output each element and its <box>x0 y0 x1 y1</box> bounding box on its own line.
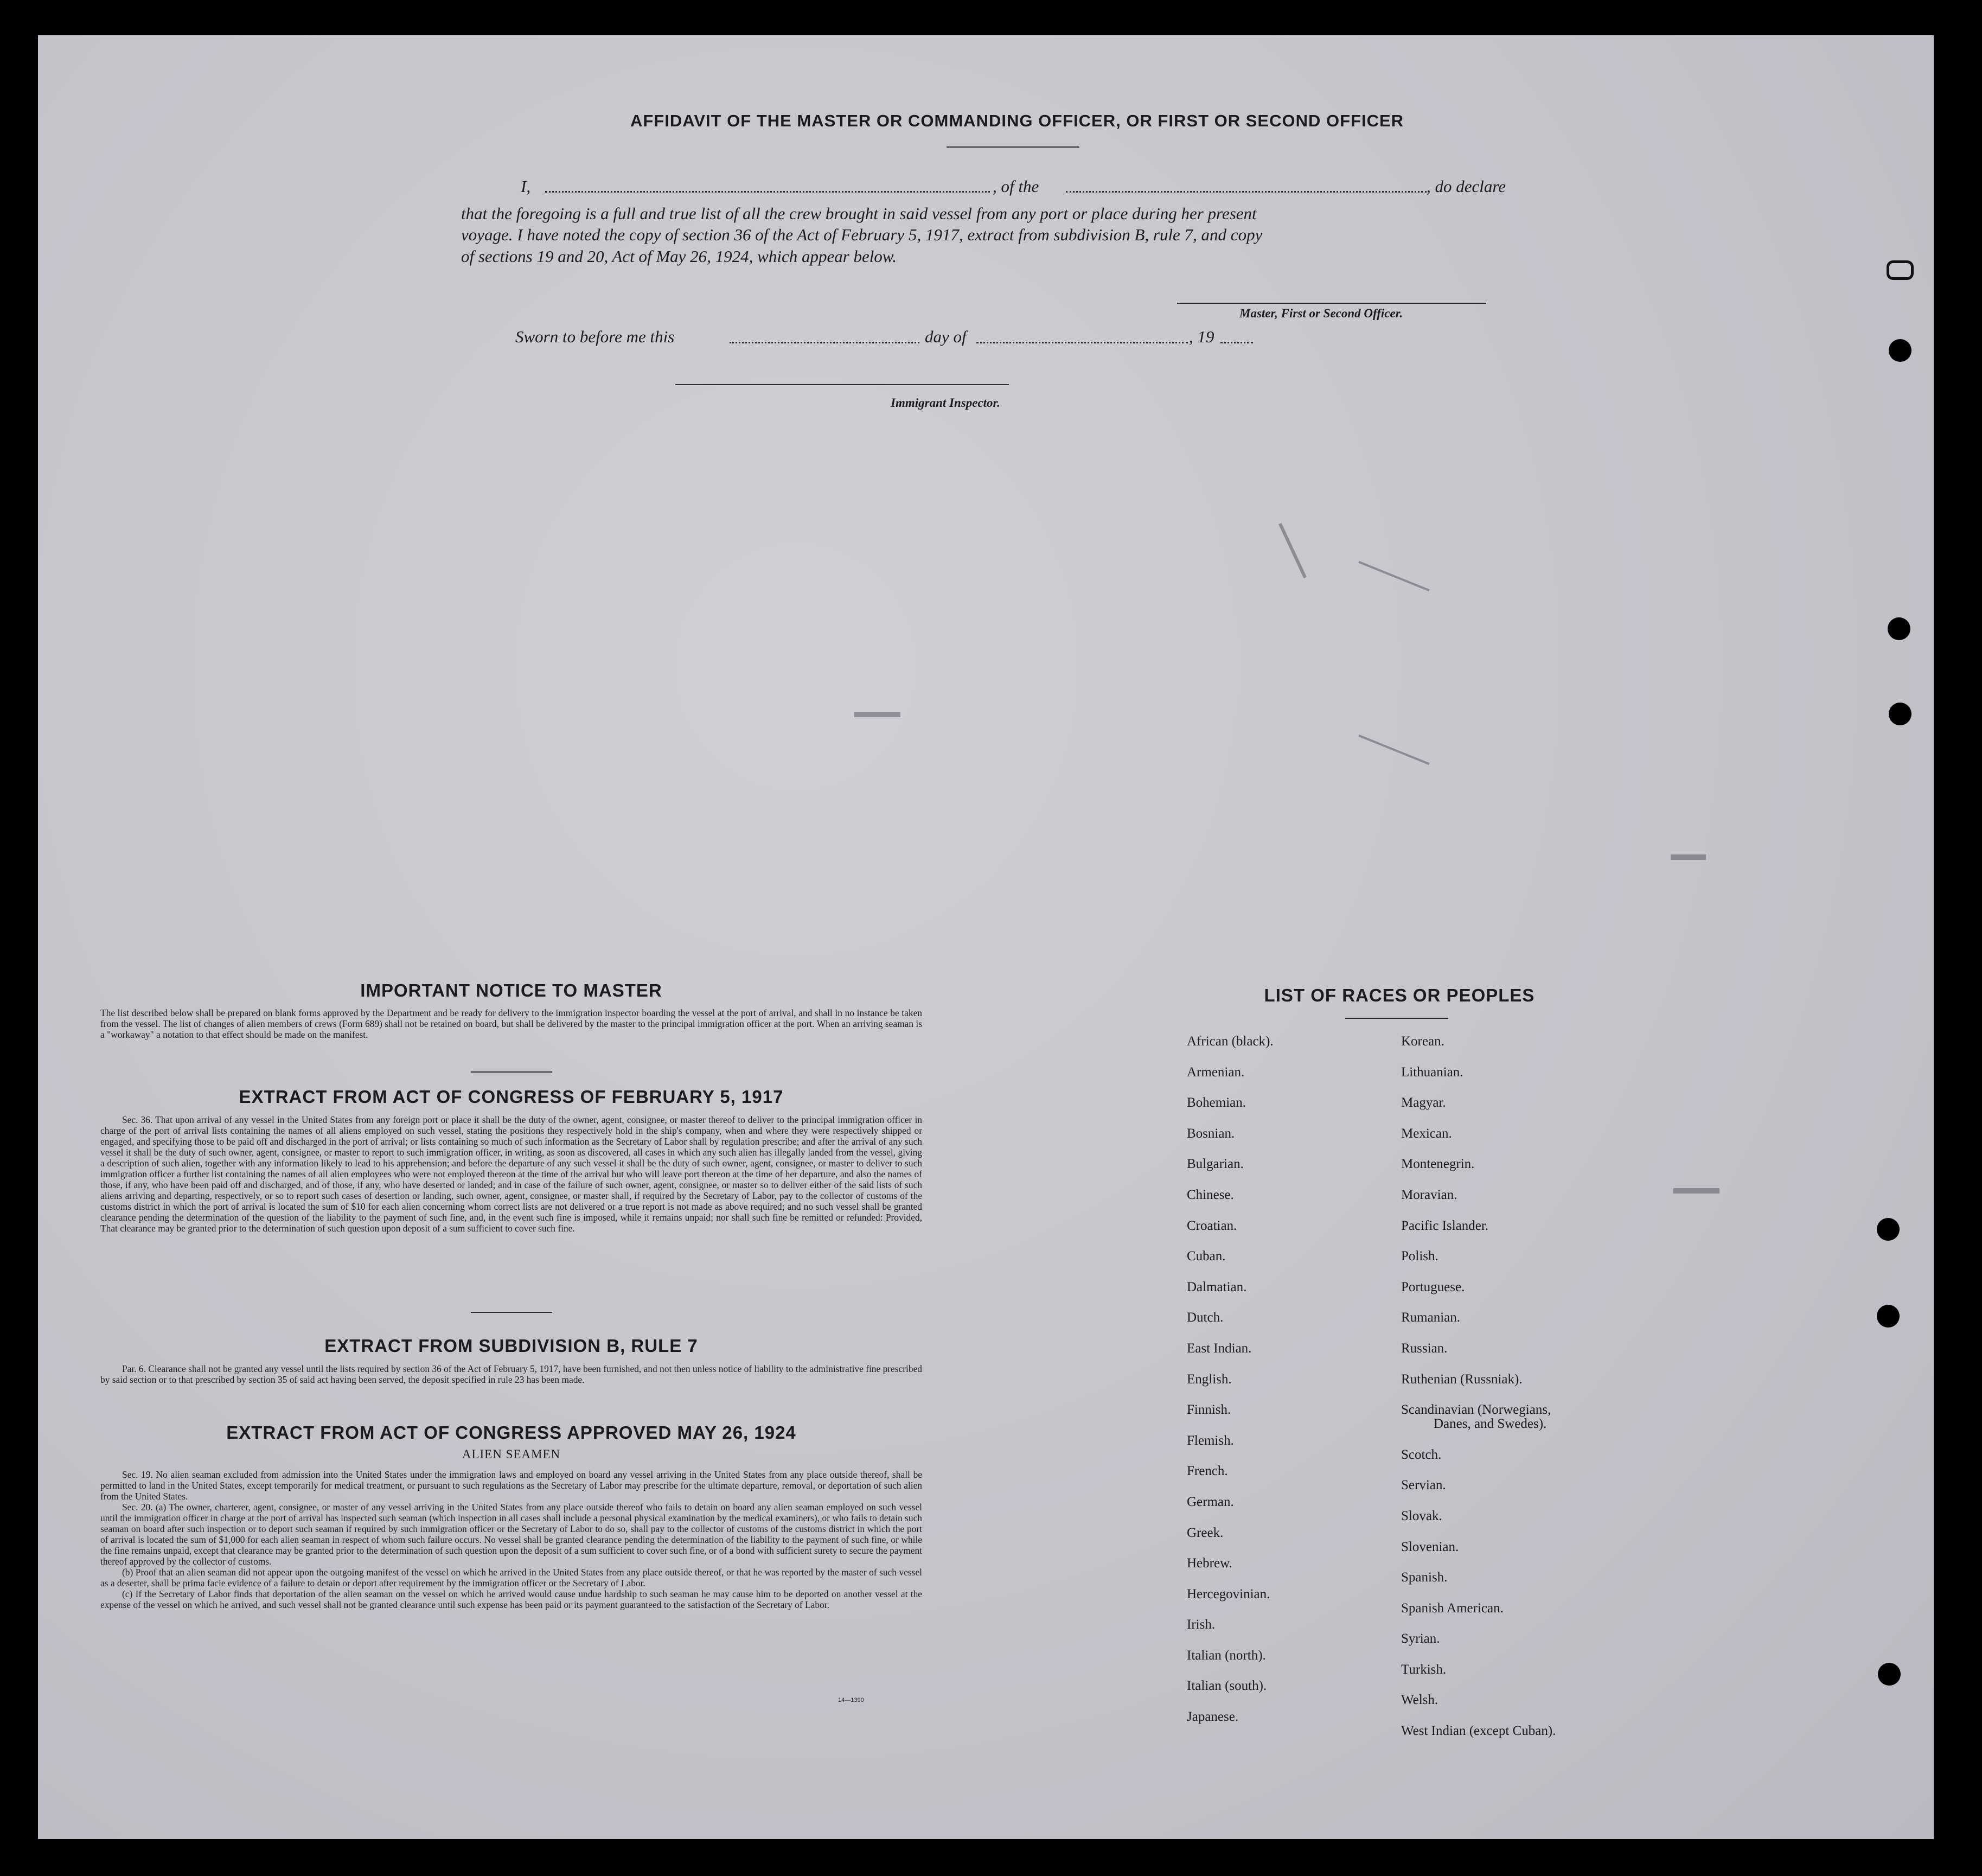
race-item: Bulgarian. <box>1187 1157 1244 1172</box>
sworn-month-blank <box>976 342 1188 343</box>
sec-19: Sec. 19. No alien seaman excluded from admission into the United States under the immigration laws and employed on board any vessel arriving in the United States from any place outside thereof, shall be permitted to land in the United States, except temporarily for medical treatment, or pursuant to such regulations as the Secretary of Labor may prescribe for the ultimate departure, removal, or deportation of such alien from the United States. <box>100 1469 922 1502</box>
race-item: German. <box>1187 1494 1234 1509</box>
race-item: Japanese. <box>1187 1709 1239 1725</box>
race-item: Italian (south). <box>1187 1679 1267 1694</box>
affidavit-declare: , do declare <box>1427 177 1506 196</box>
race-item: Hercegovinian. <box>1187 1586 1270 1601</box>
bleed-mark <box>854 712 900 717</box>
races-underline <box>1345 1018 1448 1019</box>
binder-hole <box>1888 617 1910 640</box>
race-item: Finnish. <box>1187 1402 1231 1418</box>
race-item: Syrian. <box>1401 1631 1440 1647</box>
affidavit-i: I, <box>521 177 531 196</box>
race-item: Scandinavian (Norwegians, <box>1401 1402 1551 1418</box>
race-item: Welsh. <box>1401 1693 1438 1708</box>
extract-1924-body <box>100 1469 922 1610</box>
day-of-text: day of <box>925 327 967 346</box>
race-item: Flemish. <box>1187 1433 1234 1448</box>
race-item: West Indian (except Cuban). <box>1401 1724 1556 1739</box>
race-item: Slovak. <box>1401 1508 1442 1523</box>
binder-hole <box>1889 703 1911 725</box>
master-signature-line <box>1177 303 1486 304</box>
race-item: Portuguese. <box>1401 1279 1465 1294</box>
sworn-year-blank <box>1220 342 1253 343</box>
race-item: Turkish. <box>1401 1662 1447 1677</box>
affidavit-title: AFFIDAVIT OF THE MASTER OR COMMANDING OFFICER, OR FIRST OR SECOND OFFICER <box>630 111 1404 130</box>
race-item: Montenegrin. <box>1401 1157 1475 1172</box>
race-item: Spanish. <box>1401 1570 1448 1585</box>
bleed-mark <box>1673 1188 1719 1194</box>
race-item: Ruthenian (Russniak). <box>1401 1371 1523 1387</box>
sec-20c: (c) If the Secretary of Labor finds that deportation of the alien seaman on the vessel on which he arrived would cause undue hardship to such seaman he may cause him to be deported on another vessel at the expense of the vessel on which he arrived, and such vessel shall not be granted clearance until such expense has been paid or its payment guaranteed to the satisfaction of the Secretary of Labor. <box>100 1588 922 1610</box>
form-code: 14—1390 <box>838 1697 864 1703</box>
extract-1924-title: EXTRACT FROM ACT OF CONGRESS APPROVED MAY 26, 1924 <box>226 1422 796 1443</box>
race-item: Scotch. <box>1401 1447 1442 1462</box>
binder-hole <box>1877 1305 1900 1328</box>
race-item: Italian (north). <box>1187 1648 1266 1663</box>
sworn-day-blank <box>730 342 919 343</box>
binder-hole <box>1878 1663 1901 1686</box>
notice-body: The list described below shall be prepared on blank forms approved by the Department and be ready for delivery to the immigration inspector boarding the vessel at the port of arrival, and shall in no instance be taken from the vessel. The list of changes of alien members of crews (Form 689) shall not be retained on board, but shall be delivered by the master to the principal immigration officer at the port. When an arriving seaman is a "workaway" a notation to that effect should be made on the manifest. <box>100 1007 922 1040</box>
races-left-column <box>1187 1034 1274 1740</box>
sworn-text: Sworn to before me this <box>515 327 675 346</box>
race-item: English. <box>1187 1371 1232 1387</box>
vessel-blank <box>1066 191 1427 193</box>
extract-1924-subtitle: ALIEN SEAMEN <box>462 1447 561 1461</box>
binder-hole <box>1877 1218 1900 1241</box>
year-prefix: , 19 <box>1189 327 1214 346</box>
extract-1917-divider <box>471 1312 552 1313</box>
race-item: Rumanian. <box>1401 1310 1461 1325</box>
affidavit-line-3: voyage. I have noted the copy of section 36 of the Act of February 5, 1917, extract from subdivision B, rule 7, and copy <box>461 225 1263 244</box>
race-item: Bohemian. <box>1187 1095 1246 1111</box>
race-item: Spanish American. <box>1401 1600 1504 1616</box>
races-title: LIST OF RACES OR PEOPLES <box>1264 985 1535 1005</box>
race-item: French. <box>1187 1464 1228 1479</box>
race-item: Danes, and Swedes). <box>1434 1416 1547 1432</box>
race-item: Servian. <box>1401 1478 1446 1493</box>
name-blank <box>545 191 990 193</box>
sec-20a: Sec. 20. (a) The owner, charterer, agent, consignee, or master of any vessel arriving in the United States from any place outside thereof who fails to detain on board any alien seaman employed on such vessel until the immigration officer in charge at the port of arrival has inspected such seaman (which inspection in all cases shall include a personal physical examination by the medical examiners), or who fails to detain such seaman on board after such inspection or to deport such seaman if required by such immigration officer or the Secretary of Labor to do so, shall pay to the collector of customs of the customs district in which the port of arrival is located the sum of $1,000 for each alien seaman in respect of whom such failure occurs. No vessel shall be granted clearance pending the determination of the liability to the payment of such fine, or while the fine remains unpaid, except that clearance may be granted prior to the determination of such question upon the deposit of a sum sufficient to cover such fine, or of a bond with sufficient surety to secure the payment thereof approved by the collector of customs. <box>100 1502 922 1567</box>
race-item: Chinese. <box>1187 1187 1234 1202</box>
race-item: Lithuanian. <box>1401 1064 1463 1080</box>
race-item: Bosnian. <box>1187 1126 1235 1141</box>
race-item: East Indian. <box>1187 1341 1252 1356</box>
notice-title: IMPORTANT NOTICE TO MASTER <box>360 980 662 1000</box>
race-item: Dalmatian. <box>1187 1279 1247 1294</box>
extract-1917-title: EXTRACT FROM ACT OF CONGRESS OF FEBRUARY 5, 1917 <box>239 1087 784 1107</box>
race-item: Korean. <box>1401 1034 1444 1049</box>
sec-20b: (b) Proof that an alien seaman did not appear upon the outgoing manifest of the vessel on which he arrived in the United States from any place outside thereof, or that he was reported by the master of such vessel as a deserter, shall be prima facie evidence of a failure to detain or deport after requirement by the immigration officer or the Secretary of Labor. <box>100 1567 922 1588</box>
binder-slot <box>1887 260 1914 280</box>
extract-1917-body: Sec. 36. That upon arrival of any vessel in the United States from any foreign port or place it shall be the duty of the owner, agent, consignee, or master thereof to deliver to the principal immigration officer in charge of the port of arrival lists containing the names of all aliens employed on such vessel, stating the positions they respectively hold in the ship's company, when and where they were respectively shipped or engaged, and specifying those to be paid off and discharged in the port of arrival; or lists containing so much of such information as the Secretary of Labor shall by regulation prescribe; and after the arrival of any such vessel it shall be the duty of such owner, agent, consignee, or master to report to such immigration officer, in writing, as soon as discovered, all cases in which any such alien has illegally landed from the vessel, giving a description of such alien, together with any information likely to lead to his apprehension; and before the departure of any such vessel it shall be the duty of such owner, agent, consignee, or master to deliver to such immigration officer a further list containing the names of all alien employees who were not employed thereon at the time of the arrival but who will leave port thereon at the time of her departure, and also the names of those, if any, who have been paid off and discharged, and of those, if any, who have deserted or landed; and in case of the failure of such owner, agent, consignee, or master so to deliver either of the said lists of such aliens arriving and departing, respectively, or so to report such cases of desertion or landing, such owner, agent, consignee, or master shall, if required by the Secretary of Labor, pay to the collector of customs of the customs district in which the port of arrival is located the sum of $10 for each alien concerning whom correct lists are not delivered or a true report is not made as above required; and no such vessel shall be granted clearance pending the determination of the question of the liability to the payment of such fine, and, in the event such fine is imposed, while it remains unpaid; nor shall such fine be remitted or refunded: Provided, That clearance may be granted prior to the determination of such question upon deposit of a sum sufficient to cover such fine. <box>100 1114 922 1234</box>
race-item: Irish. <box>1187 1617 1216 1632</box>
race-item: Magyar. <box>1401 1095 1446 1111</box>
race-item: Russian. <box>1401 1341 1448 1356</box>
race-item: Slovenian. <box>1401 1539 1459 1554</box>
title-underline <box>947 146 1079 148</box>
races-right-column <box>1401 1034 1556 1754</box>
inspector-signature-label: Immigrant Inspector. <box>891 396 1000 410</box>
affidavit-line-2: that the foregoing is a full and true list of all the crew brought in said vessel from any port or place during her present <box>461 204 1257 223</box>
race-item: Moravian. <box>1401 1187 1457 1202</box>
bleed-mark <box>1671 854 1706 860</box>
extract-rule7-body: Par. 6. Clearance shall not be granted any vessel until the lists required by section 36 of the Act of February 5, 1917, have been furnished, and not then unless notice of liability to the administrative fine prescribed by said section or to that prescribed by section 35 of said act having been served, the deposit specified in rule 23 has been made. <box>100 1363 922 1385</box>
affidavit-line-4: of sections 19 and 20, Act of May 26, 1924, which appear below. <box>461 247 897 266</box>
master-signature-label: Master, First or Second Officer. <box>1239 307 1403 320</box>
race-item: African (black). <box>1187 1034 1274 1049</box>
affidavit-of-the: , of the <box>993 177 1039 196</box>
notice-divider <box>471 1071 552 1073</box>
race-item: Polish. <box>1401 1249 1438 1264</box>
race-item: Greek. <box>1187 1525 1224 1540</box>
inspector-signature-line <box>675 384 1009 385</box>
race-item: Pacific Islander. <box>1401 1218 1489 1233</box>
extract-rule7-title: EXTRACT FROM SUBDIVISION B, RULE 7 <box>324 1336 698 1356</box>
race-item: Armenian. <box>1187 1064 1245 1080</box>
race-item: Cuban. <box>1187 1249 1226 1264</box>
race-item: Dutch. <box>1187 1310 1224 1325</box>
race-item: Hebrew. <box>1187 1556 1232 1571</box>
binder-hole <box>1889 339 1911 362</box>
race-item: Mexican. <box>1401 1126 1452 1141</box>
race-item: Croatian. <box>1187 1218 1237 1233</box>
